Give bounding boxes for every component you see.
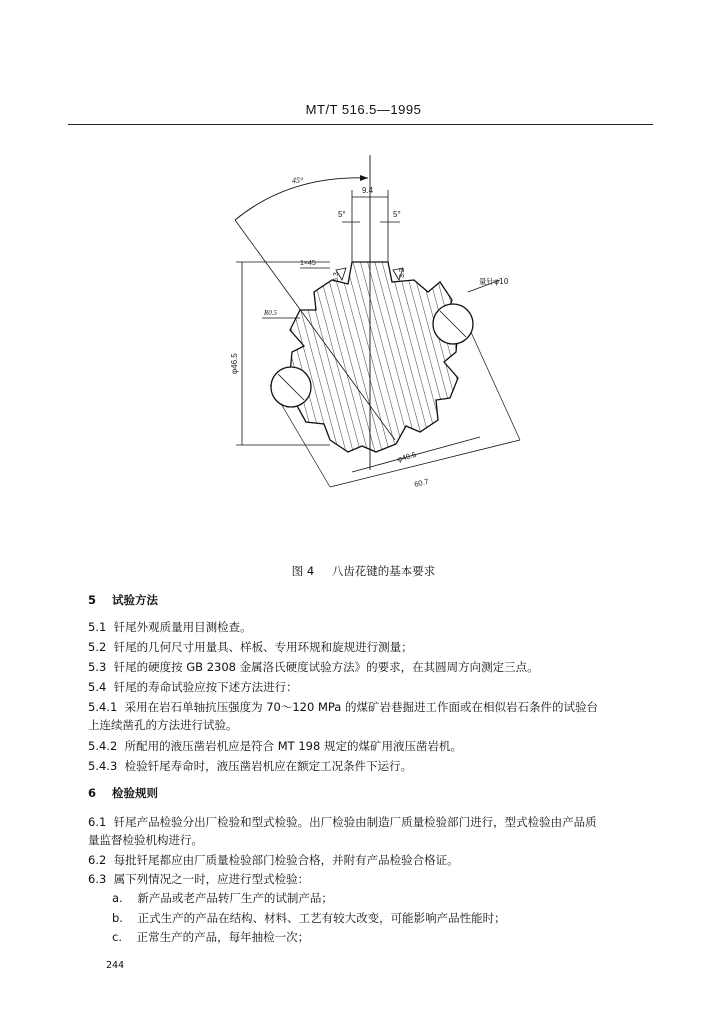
label-roughness-b: 3.2	[399, 268, 406, 278]
clause-text: 采用在岩石单轴抗压强度为 70～120 MPa 的煤矿岩巷掘进工作面或在相似岩石条件的试验台	[124, 700, 599, 714]
figure-caption	[0, 563, 727, 579]
clause-number: 5.1	[88, 620, 107, 634]
standard-header: MT/T 516.5—1995	[305, 102, 422, 117]
pin-ext-right	[470, 330, 520, 440]
clause-5-2	[88, 639, 413, 655]
arc-arrow	[360, 175, 368, 181]
clause-5-4-1	[88, 699, 598, 715]
clause-number: 5.3	[88, 660, 107, 674]
caption-number: 图 4	[291, 564, 315, 578]
section-title: 试验方法	[112, 593, 159, 607]
clause-text: 每批钎尾都应由厂质量检验部门检验合格，并附有产品检验合格证。	[113, 853, 459, 867]
section-6-heading	[88, 785, 158, 801]
label-radius: R0.5	[264, 309, 278, 317]
clause-5-4-1-cont: 上连续凿孔的方法进行试验。	[88, 718, 238, 732]
list-item-a	[112, 890, 333, 906]
clause-text: 钎尾的硬度按 GB 2308 金属洛氏硬度试验方法》的要求，在其圆周方向测定三点。	[113, 660, 539, 674]
clause-number: 5.2	[88, 640, 107, 654]
clause-6-1	[88, 814, 597, 830]
clause-6-3	[88, 871, 309, 887]
clause-text: 钎尾的几何尺寸用量具、样板、专用环规和旋规进行测量；	[113, 640, 413, 654]
item-text: 正式生产的产品在结构、材料、工艺有较大改变，可能影响产品性能时；	[137, 911, 506, 925]
label-root-dia: φ40.5	[396, 449, 418, 464]
label-roller: 量针φ10	[479, 277, 509, 286]
label-roughness-a: 6.3	[333, 272, 340, 282]
clause-number: 5.4.3	[88, 759, 118, 773]
clause-6-2	[88, 852, 459, 868]
section-title: 检验规则	[112, 786, 159, 800]
list-item-b	[112, 910, 506, 926]
clause-5-4	[88, 679, 298, 695]
label-angle-left: 5°	[338, 210, 346, 219]
clause-text: 钎尾外观质量用目测检查。	[113, 620, 252, 634]
clause-5-4-2	[88, 738, 462, 754]
clause-number: 6.1	[88, 815, 107, 829]
clause-text: 属下列情况之一时，应进行型式检验：	[113, 872, 310, 886]
label-angle: 45°	[292, 176, 304, 185]
clause-number: 6.2	[88, 853, 107, 867]
label-width-top: 9.4	[362, 186, 374, 195]
clause-text: 检验钎尾寿命时，液压凿岩机应在额定工况条件下运行。	[124, 759, 413, 773]
label-outer-dia: φ46.5	[230, 353, 239, 374]
clause-number: 5.4.1	[88, 700, 118, 714]
clause-number: 6.3	[88, 872, 107, 886]
section-number: 6	[88, 786, 97, 800]
clause-number: 5.4	[88, 680, 107, 694]
item-text: 正常生产的产品，每年抽检一次；	[136, 930, 310, 944]
section-number: 5	[88, 593, 97, 607]
label-chamfer: 1×45	[300, 260, 316, 267]
item-label: b.	[112, 911, 123, 925]
list-item-c	[112, 929, 309, 945]
item-label: a.	[112, 891, 123, 905]
clause-5-4-3	[88, 758, 412, 774]
section-5-heading	[88, 592, 158, 608]
clause-5-1	[88, 619, 252, 635]
label-angle-right: 5°	[393, 210, 401, 219]
clause-text: 钎尾产品检验分出厂检验和型式检验。出厂检验由制造厂质量检验部门进行，型式检验由产品质	[113, 815, 597, 829]
spline-profile	[290, 262, 458, 452]
clause-5-3	[88, 659, 539, 675]
clause-text: 所配用的液压凿岩机应是符合 MT 198 规定的煤矿用液压凿岩机。	[124, 739, 462, 753]
item-text: 新产品或老产品转厂生产的试制产品；	[137, 891, 333, 905]
clause-6-1-cont: 量监督检验机构进行。	[88, 833, 203, 847]
item-label: c.	[112, 930, 122, 944]
clause-text: 钎尾的寿命试验应按下述方法进行：	[113, 680, 298, 694]
clause-number: 5.4.2	[88, 739, 118, 753]
caption-title: 八齿花键的基本要求	[331, 564, 436, 578]
label-over-pins: 60.7	[413, 476, 430, 489]
page-number: 244	[106, 960, 125, 971]
